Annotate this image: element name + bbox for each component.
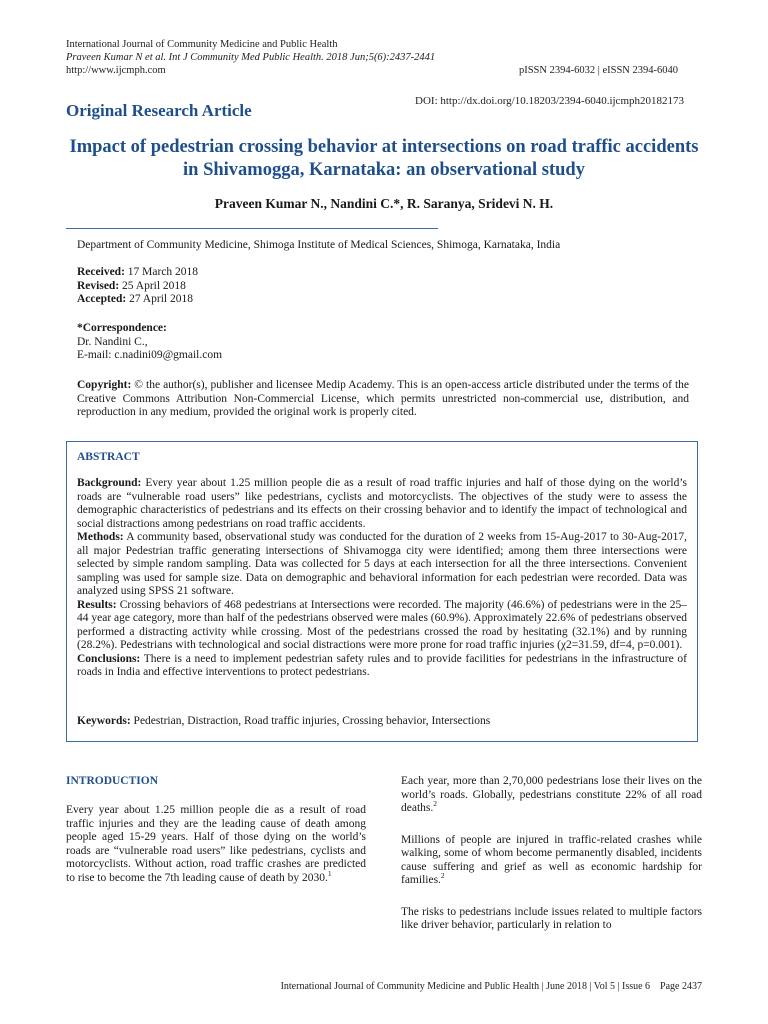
- copyright-text: © the author(s), publisher and licensee Medip Academy. This is an open-access article distributed under the terms of the Creative Commons Attribution Non-Commercial License, which permits unrestricted non-commercial use, distribution, and reproduction in any medium, provided the original work is properly cited.: [77, 379, 689, 418]
- introduction-paragraph-4: The risks to pedestrians include issues related to multiple factors like driver behavior, particularly in relation to: [401, 905, 702, 931]
- article-dates: [77, 266, 198, 307]
- received-date: Received: 17 March 2018: [77, 266, 199, 278]
- introduction-left-column: [66, 804, 366, 898]
- citation-ref[interactable]: 2: [440, 871, 445, 881]
- abstract-methods: Methods: A community based, observational study was conducted for the duration of 2 weeks from 15-Aug-2017 to 30-Aug-2017, all major Pedestrian traffic generating intersections of Shivamogga city were identified; among them three intersections were selected by simple random sampling. Data was collected for 5 days at each intersection for all the three intersections. Convenient sampling was used for sample size. Data on demographic and behavioral information for each pedestrian were recorded. Data was analyzed using SPSS 21 software.: [77, 531, 687, 597]
- correspondence-block: [77, 322, 222, 363]
- abstract-conclusions: Conclusions: There is a need to implement pedestrian safety rules and to provide facilities for pedestrians in the infrastructure of roads in India and effective interventions to protect pedestrians.: [77, 652, 687, 678]
- abstract-body: [77, 477, 687, 680]
- correspondence-email[interactable]: E-mail: c.nadini09@gmail.com: [77, 349, 223, 361]
- citation-line: [66, 51, 435, 64]
- introduction-paragraph-2: Each year, more than 2,70,000 pedestrians lose their lives on the world’s roads. Globally, pedestrians constitute 22% of all road deaths.$^2$: [401, 775, 702, 814]
- keywords-list: Pedestrian, Distraction, Road traffic injuries, Crossing behavior, Intersections: [130, 715, 491, 727]
- accepted-date: Accepted: 27 April 2018: [77, 293, 193, 305]
- issn-line: pISSN 2394-6032 | eISSN 2394-6040: [518, 65, 678, 76]
- journal-name: International Journal of Community Medicine and Public Health: [66, 39, 338, 50]
- title-divider: [66, 228, 438, 229]
- keywords: [77, 715, 687, 727]
- introduction-paragraph-1: Every year about 1.25 million people die as a result of road traffic injuries and they are the leading cause of death among people aged 15-29 years. Half of those dying on the world’s roads are “vulnerable road users” like pedestrians, cyclists and motorcyclists. Without action, road traffic crashes are predicted to rise to become the 7th leading cause of death by 2030.$^1$: [66, 804, 366, 884]
- introduction-right-column: [401, 775, 702, 946]
- abstract-results: Results: Crossing behaviors of 468 pedestrians at Intersections were recorded. The majority (46.6%) of pedestrians were in the 25–44 year age category, more than half of the pedestrians observed were males (60.9%). Approximately 22.6% of pedestrians observed performed a distracting activity while crossing. Most of the pedestrians crossed the road by hesitating (32.1%) and by running (28.2%). Pedestrians with technological and social distractions were more prone for road traffic injuries (χ2=31.59, df=4, p=0.001).: [77, 598, 687, 651]
- introduction-paragraph-3: Millions of people are injured in traffic-related crashes while walking, some of whom become permanently disabled, incidents cause suffering and grief as well as economic hardship for families.$^2$: [401, 833, 702, 886]
- author-list: Praveen Kumar N., Nandini C.*, R. Saranya, Sridevi N. H.: [214, 196, 554, 211]
- affiliation: Department of Community Medicine, Shimoga Institute of Medical Sciences, Shimoga, Karnataka, India: [77, 239, 561, 251]
- revised-date: Revised: 25 April 2018: [77, 279, 186, 292]
- copyright-notice: [77, 379, 689, 420]
- correspondence-name: Dr. Nandini C.,: [77, 335, 148, 348]
- copyright-label: Copyright:: [77, 379, 132, 391]
- correspondence-label: *Correspondence:: [77, 322, 167, 334]
- citation-ref[interactable]: 2: [433, 799, 438, 809]
- journal-website-link[interactable]: http://www.ijcmph.com: [66, 65, 166, 76]
- abstract-background: Background: Every year about 1.25 million people die as a result of road traffic injuries and half of those dying on the world’s roads are “vulnerable road users” like pedestrians, cyclists and motorcyclists. The objectives of the study were to assess the demographic characteristics of pedestrians and its effects on their crossing behavior and to identify the impact of technological and social distractions among pedestrians on road traffic accidents.: [77, 477, 687, 530]
- article-title: Impact of pedestrian crossing behavior at intersections on road traffic accidents in Shivamogga, Karnataka: an observational study: [69, 137, 699, 180]
- introduction-heading: INTRODUCTION: [66, 775, 159, 787]
- article-type: Original Research Article: [66, 101, 252, 120]
- citation-text: Praveen Kumar N et al. Int J Community Med Public Health. 2018 Jun;5(6):2437-2441: [66, 52, 436, 63]
- doi-link[interactable]: DOI: http://dx.doi.org/10.18203/2394-6040.ijcmph20182173: [415, 95, 684, 107]
- abstract-heading: ABSTRACT: [77, 451, 140, 463]
- page-footer: International Journal of Community Medicine and Public Health | June 2018 | Vol 5 | Issue 6 Page 2437: [280, 981, 702, 992]
- keywords-label: Keywords:: [77, 715, 131, 727]
- citation-ref[interactable]: 1: [327, 868, 332, 878]
